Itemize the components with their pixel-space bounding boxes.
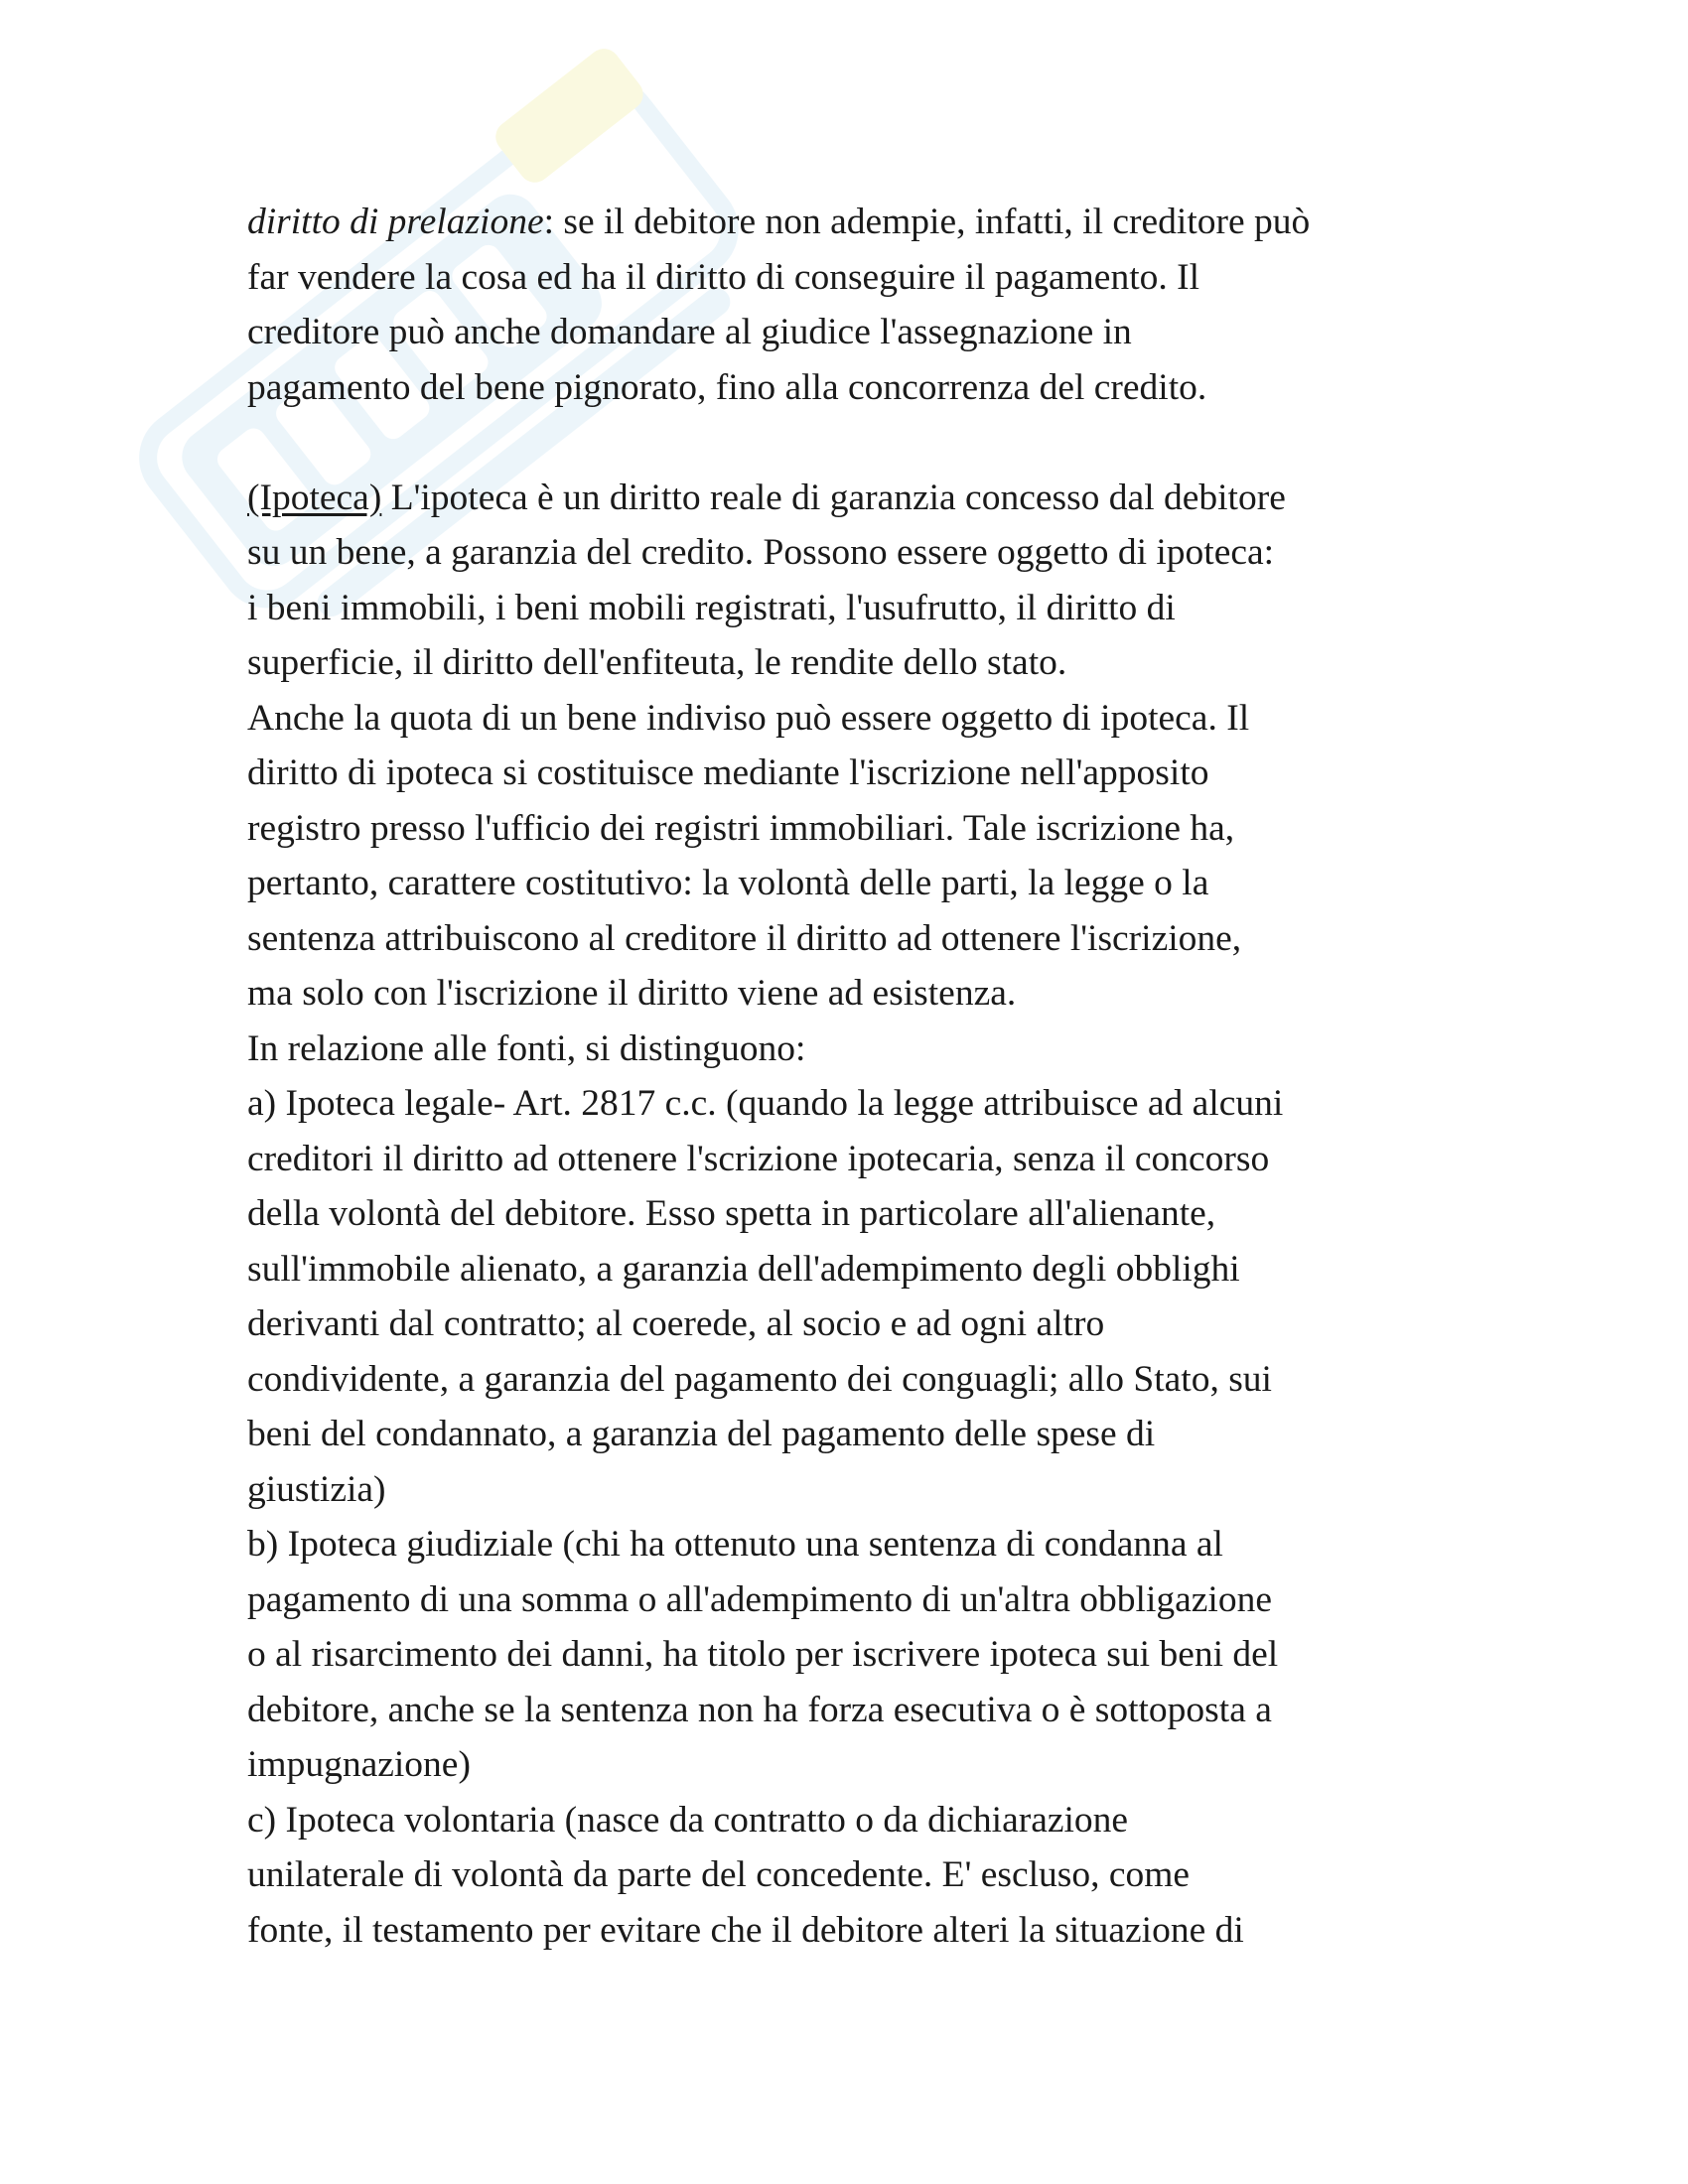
text-line: far vendere la cosa ed ha il diritto di conseguire il pagamento. Il (247, 256, 1200, 298)
term-diritto-di-prelazione: diritto di prelazione (247, 202, 544, 242)
text-line: ma solo con l'iscrizione il diritto viene ad esistenza. (247, 973, 1017, 1014)
text-line: o al risarcimento dei danni, ha titolo per iscrivere ipoteca sui beni del (247, 1634, 1279, 1675)
text-line: sull'immobile alienato, a garanzia dell'adempimento degli obblighi (247, 1248, 1240, 1290)
text-line: impugnazione) (247, 1744, 471, 1785)
text-line: debitore, anche se la sentenza non ha forza esecutiva o è sottoposta a (247, 1689, 1272, 1730)
text-line: (Ipoteca) L'ipoteca è un diritto reale di garanzia concesso dal debitore (247, 477, 1286, 518)
text-line: Anche la quota di un bene indiviso può essere oggetto di ipoteca. Il (247, 697, 1250, 739)
text-line: diritto di ipoteca si costituisce mediante l'iscrizione nell'apposito (247, 752, 1209, 793)
text-line: registro presso l'ufficio dei registri immobiliari. Tale iscrizione ha, (247, 807, 1235, 849)
text-line: beni del condannato, a garanzia del pagamento delle spese di (247, 1414, 1156, 1454)
text-line: della volontà del debitore. Esso spetta in particolare all'alienante, (247, 1193, 1216, 1234)
text-line: giustizia) (247, 1468, 386, 1510)
text-line: pagamento del bene pignorato, fino alla concorrenza del credito. (247, 366, 1207, 408)
text-line: condividente, a garanzia del pagamento dei conguagli; allo Stato, sui (247, 1358, 1272, 1400)
text-line: diritto di prelazione: se il debitore non adempie, infatti, il creditore può (247, 202, 1311, 242)
list-item-ipoteca-legale: a) Ipoteca legale- Art. 2817 c.c. (quando la legge attribuisce ad alcuni (247, 1083, 1284, 1124)
body-text (247, 195, 1459, 1958)
text-line: derivanti dal contratto; al coerede, al socio e ad ogni altro (247, 1303, 1105, 1344)
text-line: creditori il diritto ad ottenere l'scrizione ipotecaria, senza il concorso (247, 1138, 1270, 1179)
text-line: unilaterale di volontà da parte del concedente. E' escluso, come (247, 1854, 1191, 1895)
list-item-ipoteca-giudiziale: b) Ipoteca giudiziale (chi ha ottenuto una sentenza di condanna al (247, 1524, 1223, 1565)
text-line: i beni immobili, i beni mobili registrati, l'usufrutto, il diritto di (247, 587, 1176, 628)
text-line: pagamento di una somma o all'adempimento di un'altra obbligazione (247, 1578, 1272, 1620)
text-line: superficie, il diritto dell'enfiteuta, le rendite dello stato. (247, 642, 1067, 683)
text-line: fonte, il testamento per evitare che il debitore alteri la situazione di (247, 1909, 1244, 1951)
section-heading-ipoteca: (Ipoteca) (247, 477, 382, 518)
text-line: sentenza attribuiscono al creditore il diritto ad ottenere l'iscrizione, (247, 917, 1242, 959)
text-line: In relazione alle fonti, si distinguono: (247, 1027, 806, 1069)
list-item-ipoteca-volontaria: c) Ipoteca volontaria (nasce da contratto o da dichiarazione (247, 1799, 1129, 1841)
text-line: creditore può anche domandare al giudice l'assegnazione in (247, 312, 1132, 352)
paragraph-gap (247, 415, 1459, 471)
text-line: su un bene, a garanzia del credito. Possono essere oggetto di ipoteca: (247, 532, 1275, 573)
text-line: pertanto, carattere costitutivo: la volontà delle parti, la legge o la (247, 863, 1209, 903)
